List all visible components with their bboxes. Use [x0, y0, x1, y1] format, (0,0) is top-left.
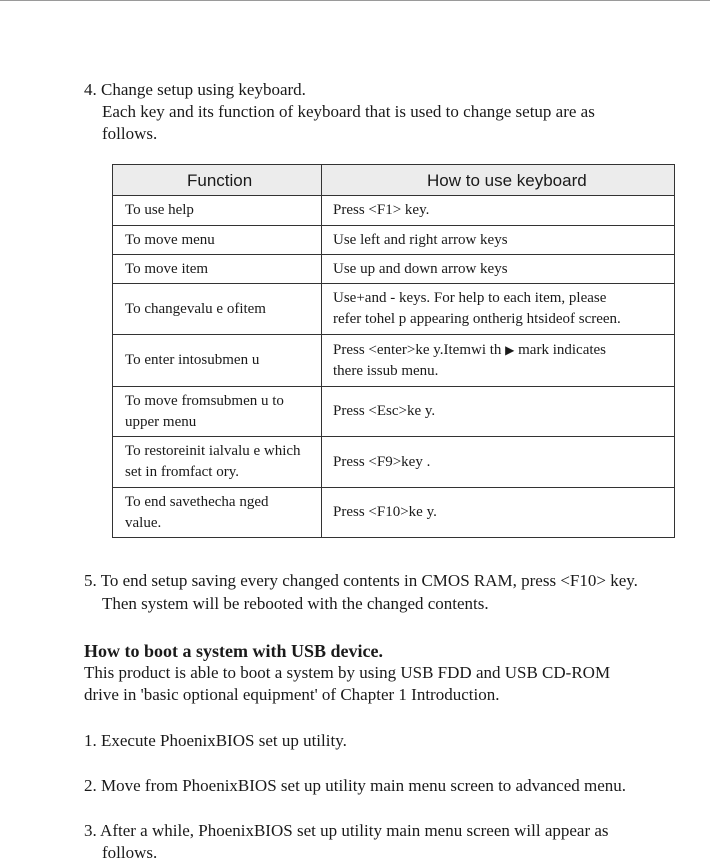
usage-cell: Press <F1> key.	[333, 202, 430, 218]
table-header-row	[113, 165, 675, 196]
usage-cell: Use up and down arrow keys	[333, 260, 508, 277]
function-cell-line1: To end savethecha nged	[125, 493, 269, 510]
usage-cell: Press <Esc>ke y.	[333, 403, 436, 419]
usage-cell: Use left and right arrow keys	[333, 231, 508, 248]
table-row	[113, 196, 675, 226]
keyboard-function-table	[112, 164, 675, 538]
function-cell: To move menu	[125, 231, 215, 248]
step4-description-cont: follows.	[102, 124, 158, 143]
usage-cell-line2: refer tohel p appearing ontherig htsideof screen.	[333, 311, 621, 327]
function-cell-line1: To move fromsubmen u to	[125, 392, 284, 409]
function-cell: To enter intosubmen u	[125, 352, 260, 368]
function-cell-line2: value.	[125, 514, 162, 531]
step5-text-cont: Then system will be rebooted with the changed contents.	[102, 594, 489, 613]
header-how-to-use: How to use keyboard	[322, 165, 675, 196]
table-row	[113, 226, 675, 255]
usb-step3: 3. After a while, PhoenixBIOS set up utility main menu screen will appear as	[84, 821, 609, 840]
usage-cell-line2: there issub menu.	[333, 362, 439, 379]
right-triangle-icon: ▶	[505, 342, 515, 357]
top-rule	[0, 0, 710, 1]
table-row	[113, 437, 675, 488]
usb-step2: 2. Move from PhoenixBIOS set up utility main menu screen to advanced menu.	[84, 776, 627, 795]
usage-text-post: mark indicates	[514, 341, 607, 358]
usage-text-pre: Press <enter>ke y.Itemwi th	[333, 341, 506, 358]
table-row	[113, 387, 675, 437]
step4-description: Each key and its function of keyboard that is used to change setup are as	[102, 102, 595, 121]
usage-cell-line1	[333, 340, 670, 361]
step4-title: 4. Change setup using keyboard.	[84, 80, 306, 99]
usb-step3-cont: follows.	[102, 843, 158, 862]
function-cell-line1: To restoreinit ialvalu e which	[125, 443, 301, 459]
table-row	[113, 284, 675, 335]
usb-intro: This product is able to boot a system by using USB FDD and USB CD-ROM	[84, 663, 611, 682]
step5-text: 5. To end setup saving every changed contents in CMOS RAM, press <F10> key.	[84, 571, 638, 590]
usage-cell: Press <F10>ke y.	[333, 504, 437, 520]
function-cell: To changevalu e ofitem	[125, 300, 266, 317]
function-cell: To use help	[125, 202, 194, 218]
usb-boot-heading: How to boot a system with USB device.	[84, 641, 383, 661]
function-cell-line2: upper menu	[125, 413, 197, 430]
usage-cell-line1: Use+and - keys. For help to each item, please	[333, 290, 607, 306]
function-cell: To move item	[125, 260, 209, 277]
function-cell-line2: set in fromfact ory.	[125, 464, 239, 480]
usage-cell: Press <F9>key .	[333, 453, 431, 470]
table-row	[113, 488, 675, 538]
table-row	[113, 255, 675, 284]
table-row	[113, 335, 675, 387]
usb-intro-cont: drive in 'basic optional equipment' of Chapter 1 Introduction.	[84, 685, 500, 704]
usb-step1: 1. Execute PhoenixBIOS set up utility.	[84, 731, 347, 750]
header-function: Function	[113, 165, 322, 196]
